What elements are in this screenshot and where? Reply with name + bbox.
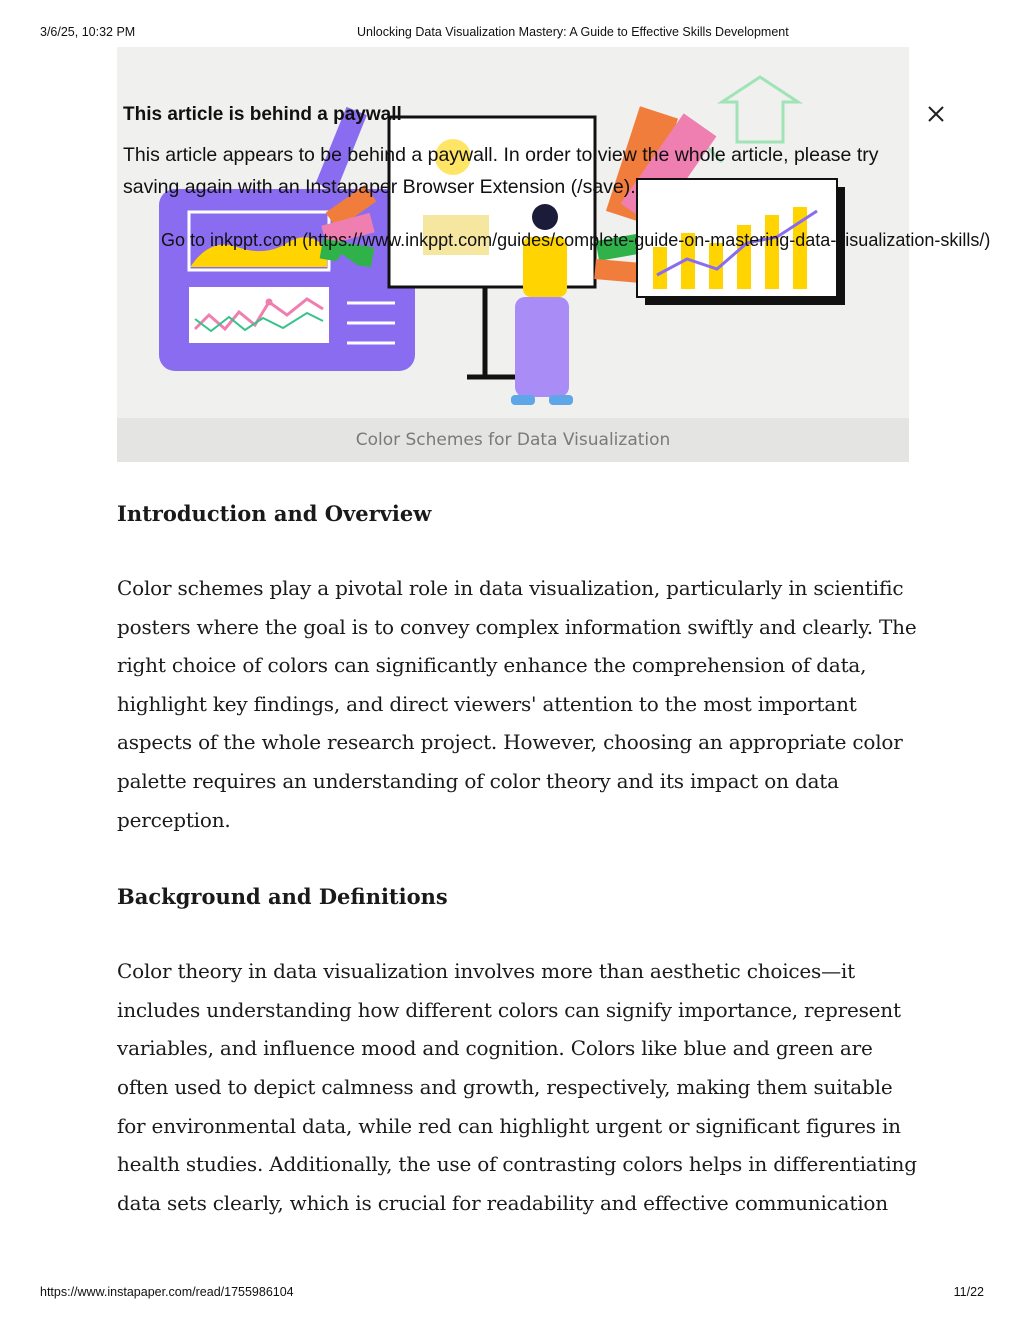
page-counter: 11/22 [953,1285,984,1299]
source-link[interactable]: Go to inkppt.com (https://www.inkppt.com/guides/complete-guide-on-mastering-data-visualization-skills/) [161,230,991,250]
close-icon [924,102,948,126]
section-paragraph-introduction: Color schemes play a pivotal role in data visualization, particularly in scientific posters where the goal is to convey complex information swiftly and clearly. The right choice of colors can significantly enhance the comprehension of data, highlight key findings, and direct viewers' attention to the most important aspects of the whole research project. However, choosing an appropriate color palette requires an understanding of color theory and its impact on data perception. [117,576,917,832]
article-body [117,497,917,1222]
hero-caption: Color Schemes for Data Visualization [117,418,909,462]
paywall-message: This article appears to be behind a paywall. In order to view the whole article, please try saving again with an Instapaper Browser Extension (/save). [123,144,879,198]
growth-arrow-icon [722,77,798,142]
print-header [0,25,1024,43]
section-heading-introduction: Introduction and Overview [117,501,432,526]
section-heading-background: Background and Definitions [117,884,448,910]
section-paragraph-background: Color theory in data visualization involves more than aesthetic choices—it includes understanding how different colors can signify importance, represent variables, and influence mood and cognition. Colors like blue and green are often used to depict calmness and growth, respectively, making them suitable for environmental data, while red can highlight urgent or significant figures in health studies. Additionally, the use of contrasting colors helps in differentiating data sets clearly, which is crucial for readability and effective communication [117,959,917,1215]
print-page-title: Unlocking Data Visualization Mastery: A Guide to Effective Skills Development [357,25,789,39]
print-datetime: 3/6/25, 10:32 PM [40,25,136,39]
close-button[interactable] [924,102,948,126]
print-url: https://www.instapaper.com/read/1755986104 [40,1285,294,1299]
print-footer [0,1285,1024,1303]
paywall-title: This article is behind a paywall [123,104,402,125]
